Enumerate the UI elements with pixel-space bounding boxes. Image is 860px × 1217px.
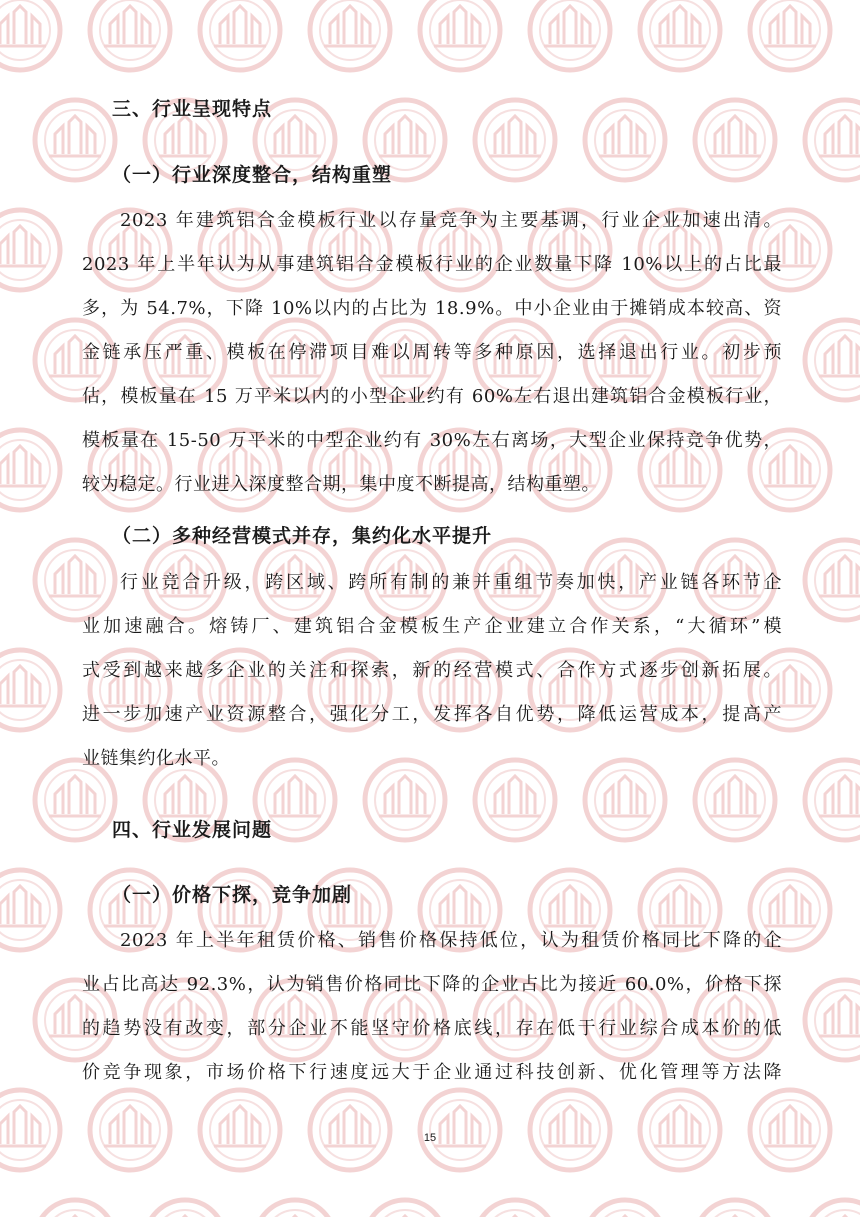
paragraph-line: 2023 年建筑铝合金模板行业以存量竞争为主要基调，行业企业加速出清。	[120, 210, 782, 231]
paragraph-line: 金链承压严重、模板在停滞项目难以周转等多种原因，选择退出行业。初步预	[82, 342, 782, 363]
paragraph-line: 多，为 54.7%，下降 10%以内的占比为 18.9%。中小企业由于摊销成本较高、资	[82, 298, 782, 319]
paragraph-line: 价竞争现象，市场价格下行速度远大于企业通过科技创新、优化管理等方法降	[82, 1062, 782, 1083]
paragraph-line: 2023 年上半年认为从事建筑铝合金模板行业的企业数量下降 10%以上的占比最	[82, 254, 782, 275]
paragraph-line: 业占比高达 92.3%，认为销售价格同比下降的企业占比为接近 60.0%，价格下探	[82, 974, 782, 995]
paragraph-line: 较为稳定。行业进入深度整合期，集中度不断提高，结构重塑。	[82, 474, 600, 495]
paragraph-line: 模板量在 15-50 万平米的中型企业约有 30%左右离场，大型企业保持竞争优势，	[82, 430, 782, 451]
paragraph-line: 的趋势没有改变，部分企业不能坚守价格底线，存在低于行业综合成本价的低	[82, 1018, 782, 1039]
page-number: 15	[423, 1132, 437, 1144]
paragraph-line: 业加速融合。熔铸厂、建筑铝合金模板生产企业建立合作关系，“大循环”模	[82, 616, 782, 637]
paragraph-line: 行业竞合升级，跨区域、跨所有制的兼并重组节奏加快，产业链各环节企	[120, 572, 782, 593]
subsection-heading-3-2: （二）多种经营模式并存，集约化水平提升	[112, 525, 493, 547]
section-heading-4: 四、行业发展问题	[112, 819, 273, 841]
section-heading-3: 三、行业呈现特点	[112, 98, 273, 120]
subsection-heading-3-1: （一）行业深度整合，结构重塑	[112, 164, 393, 186]
paragraph-line: 估，模板量在 15 万平米以内的小型企业约有 60%左右退出建筑铝合金模板行业，	[82, 386, 782, 407]
paragraph-line: 2023 年上半年租赁价格、销售价格保持低位，认为租赁价格同比下降的企	[120, 930, 782, 951]
paragraph-line: 式受到越来越多企业的关注和探索，新的经营模式、合作方式逐步创新拓展。	[82, 660, 782, 681]
paragraph-line: 业链集约化水平。	[82, 748, 230, 769]
subsection-heading-4-1: （一）价格下探，竞争加剧	[112, 884, 353, 906]
paragraph-line: 进一步加速产业资源整合，强化分工，发挥各自优势，降低运营成本，提高产	[82, 704, 782, 725]
